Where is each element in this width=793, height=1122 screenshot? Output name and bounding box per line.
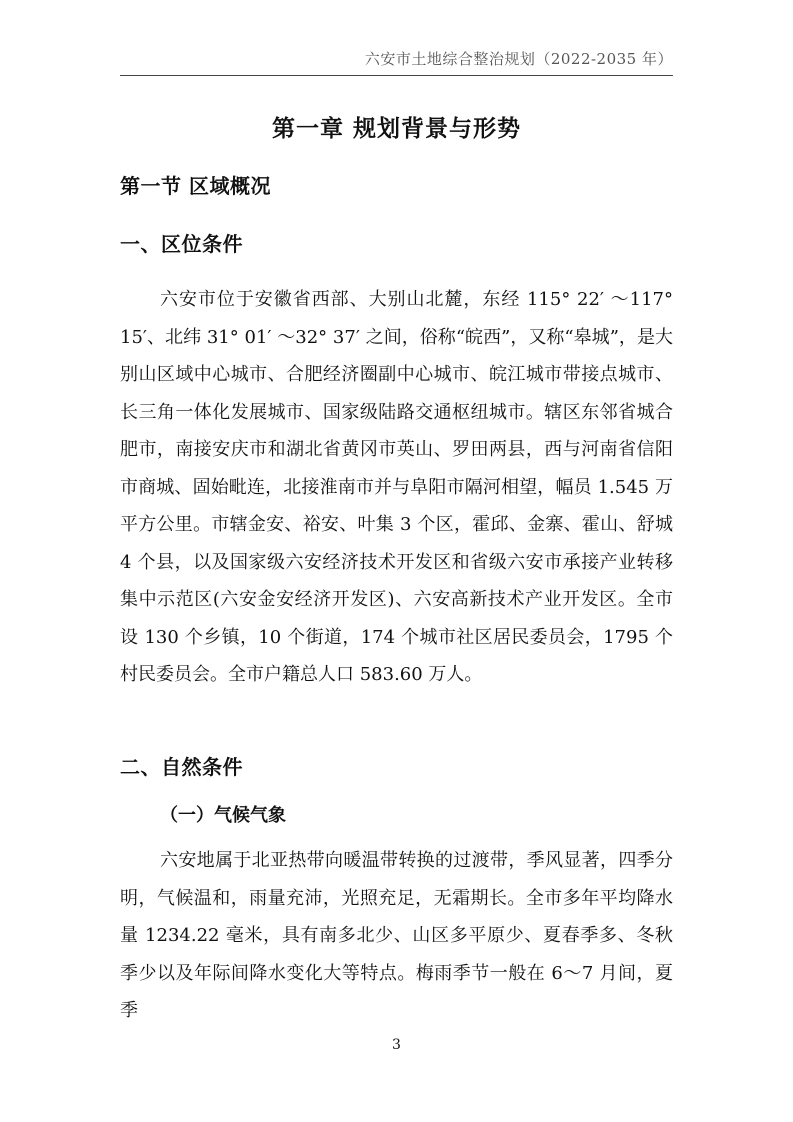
climate-heading: （一）气候气象 (160, 805, 286, 826)
header-divider (120, 75, 673, 76)
subsection-heading-natural: 二、自然条件 (120, 755, 243, 779)
chapter-title: 第一章 规划背景与形势 (271, 116, 521, 142)
climate-paragraph: 六安地属于北亚热带向暖温带转换的过渡带，季风显著，四季分明，气候温和，雨量充沛，光照充足，无霜期长。全市多年平均降水量 1234.22 毫米，具有南多北少、山区多平原少、夏春季多、冬秋季少以及年际间降水变化大等特点。梅雨季节一般在 6～7 月间，夏季 (120, 850, 673, 1021)
running-header: 六安市土地综合整治规划（2022-2035 年） (364, 50, 673, 68)
subsection-heading-location: 一、区位条件 (120, 232, 243, 256)
page-number: 3 (392, 1037, 401, 1053)
location-paragraph: 六安市位于安徽省西部、大别山北麓，东经 115° 22′ ～117° 15′、北纬 31° 01′ ～32° 37′ 之间，俗称“皖西”，又称“皋城”，是大别山区域中心城市、合肥经济圈副中心城市、皖江城市带接点城市、长三角一体化发展城市、国家级陆路交通枢纽城市。辖区东邻省城合肥市，南接安庆市和湖北省黄冈市英山、罗田两县，西与河南省信阳市商城、固始毗连，北接淮南市并与阜阳市隔河相望，幅员 1.545 万平方公里。市辖金安、裕安、叶集 3 个区，霍邱、金寨、霍山、舒城 4 个县，以及国家级六安经济技术开发区和省级六安市承接产业转移集中示范区(六安金安经济开发区)、六安高新技术产业开发区。全市设 130 个乡镇，10 个街道，174 个城市社区居民委员会，1795 个村民委员会。全市户籍总人口 583.60 万人。 (120, 289, 673, 685)
section-title: 第一节 区域概况 (120, 174, 271, 198)
